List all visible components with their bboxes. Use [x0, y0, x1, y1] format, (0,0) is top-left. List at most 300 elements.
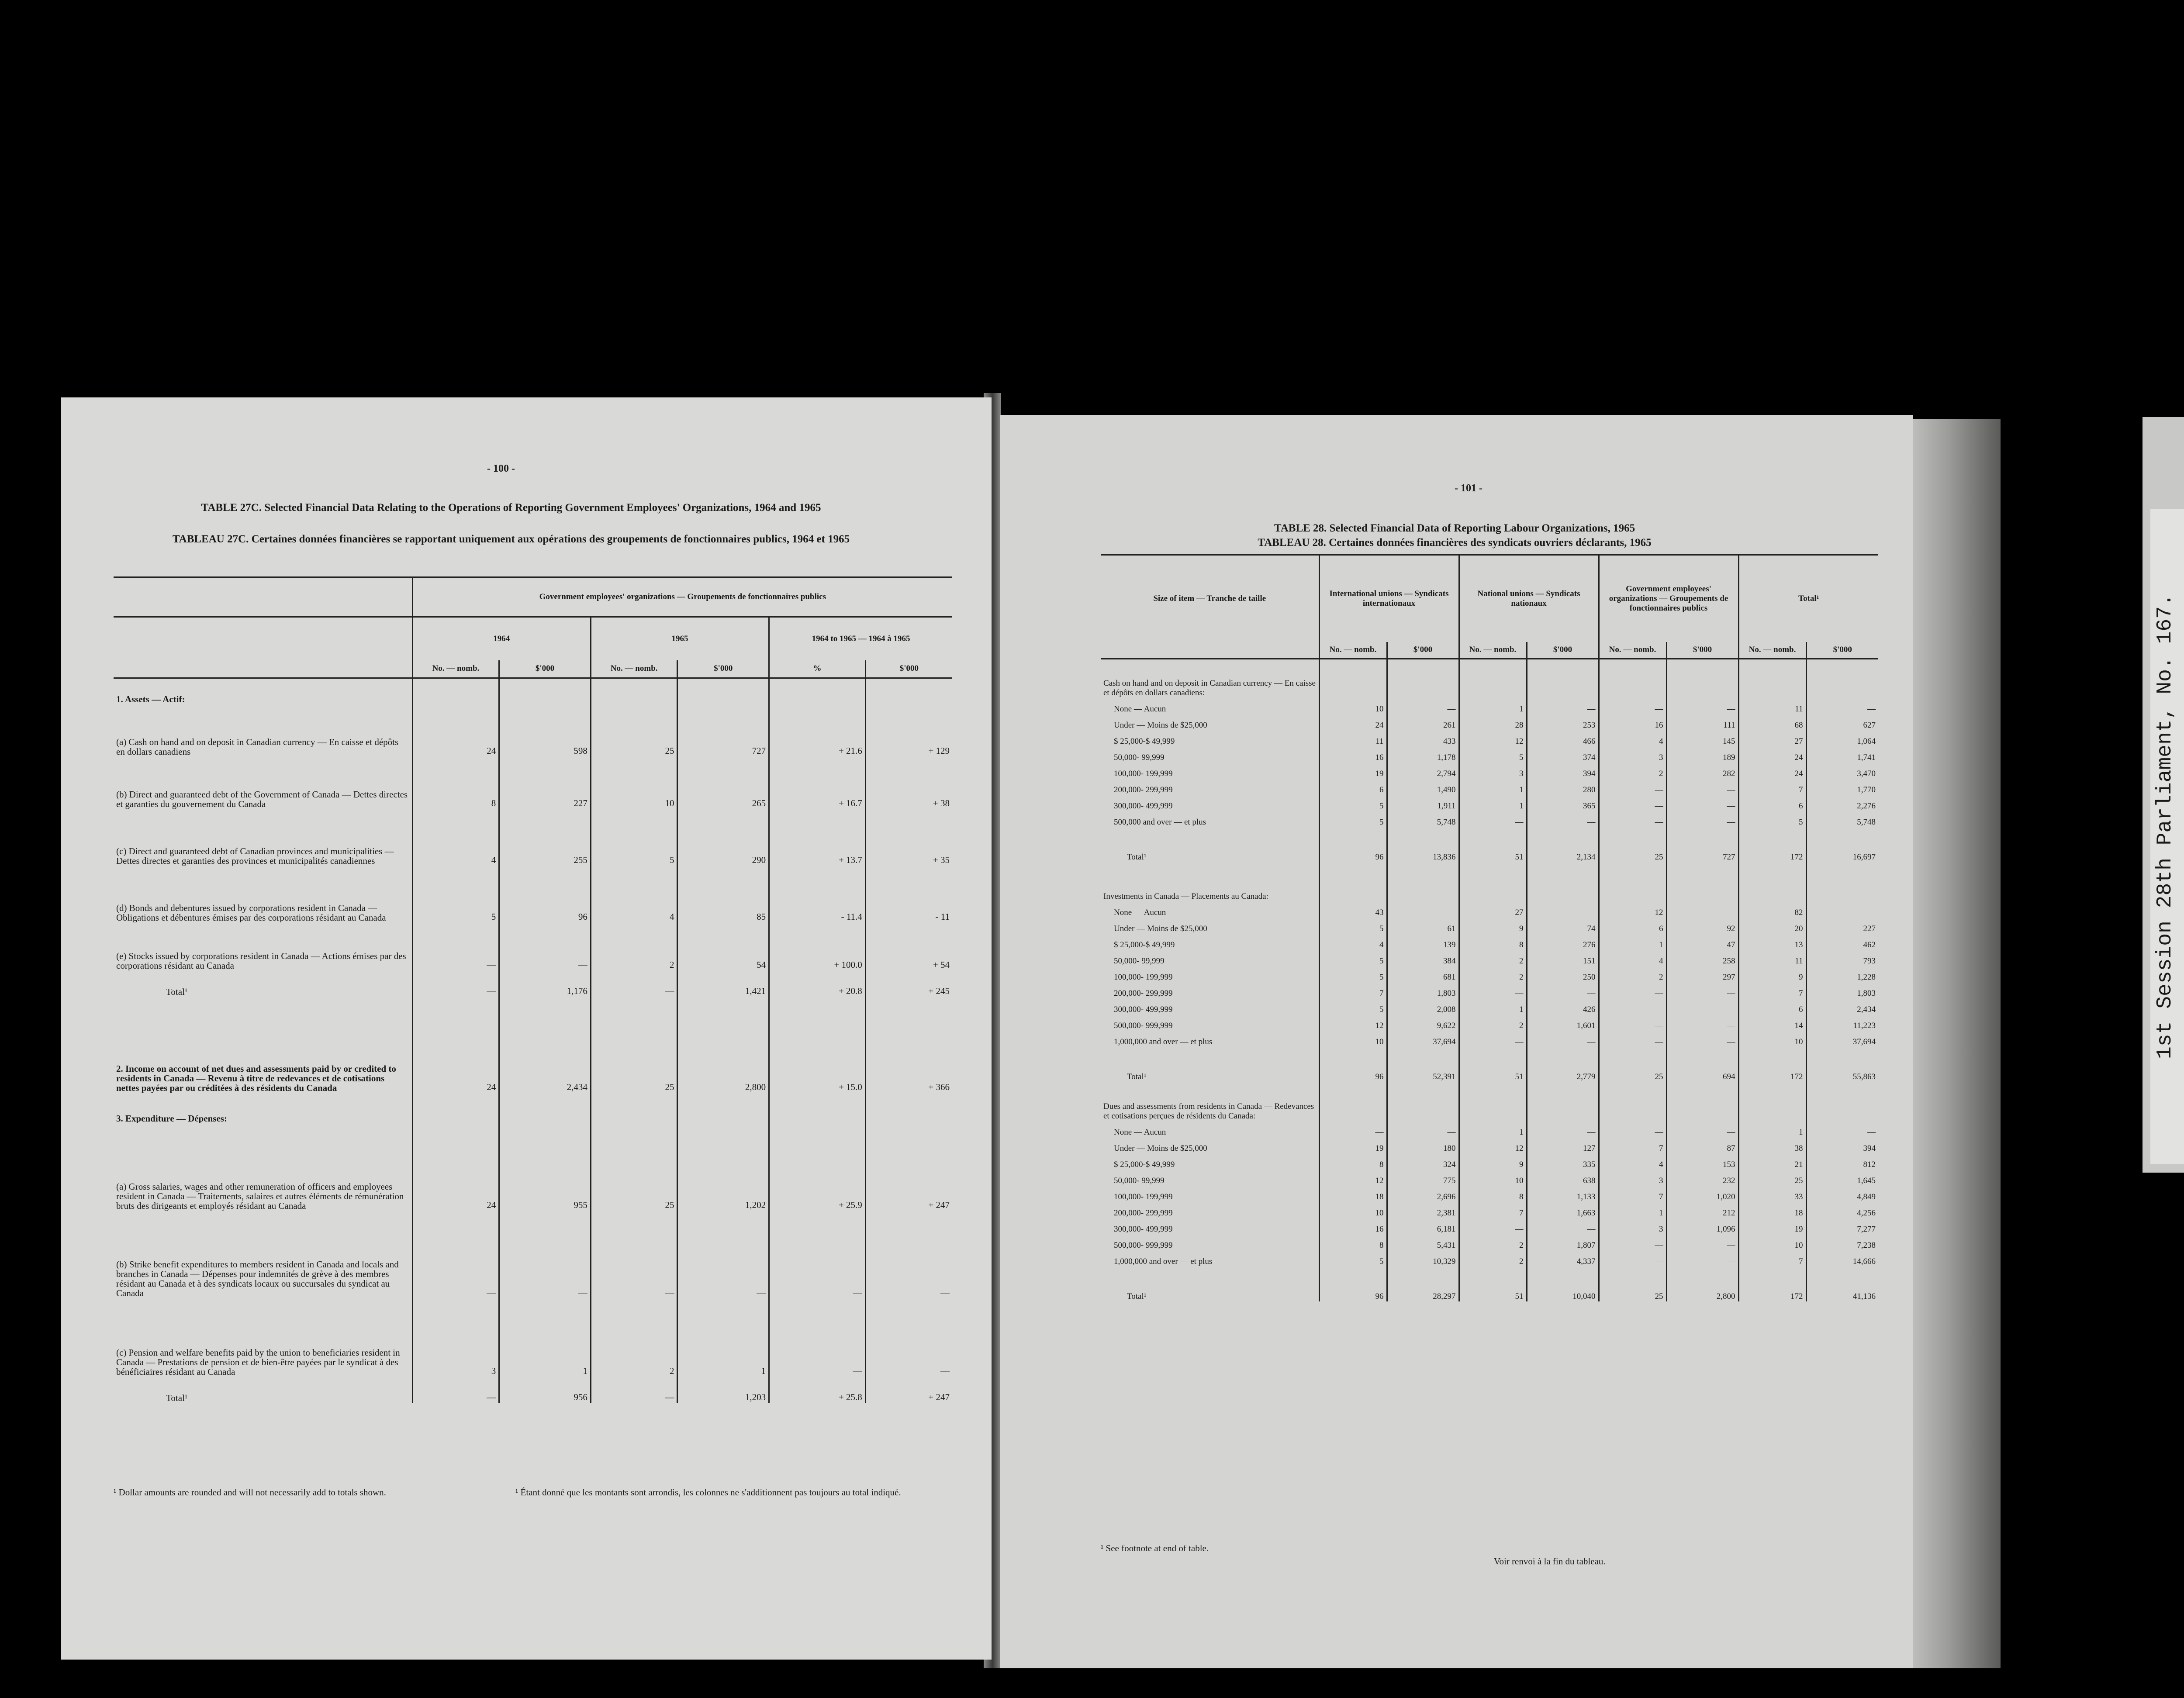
cell-value: 38 [1738, 1137, 1806, 1153]
cell-value: — [677, 1211, 769, 1298]
group-header: Government employees' organizations — Groupements de fonctionnaires publics [412, 577, 952, 617]
row-label: Under — Moins de $25,000 [1114, 721, 1207, 730]
empty-cell [1319, 1082, 1387, 1121]
cell-value: 11,223 [1806, 1015, 1878, 1031]
cell-value: 297 [1666, 966, 1738, 982]
cell-value: 82 [1738, 901, 1806, 918]
cell-value: 14 [1738, 1015, 1806, 1031]
cell-value: 1 [1459, 795, 1527, 811]
row-label: 1,000,000 and over — et plus [1114, 1257, 1213, 1266]
cell-value: — [412, 970, 499, 997]
table-row [1101, 1031, 1878, 1047]
cell-value: — [1806, 901, 1878, 918]
cell-value: 145 [1666, 730, 1738, 746]
cell-value: 638 [1527, 1170, 1599, 1186]
cell-value: — [1666, 1234, 1738, 1250]
unit-header: No. — nomb. [1319, 642, 1387, 659]
cell-value: 4,849 [1806, 1186, 1878, 1202]
cell-value: 87 [1666, 1137, 1738, 1153]
cell-value: 51 [1459, 827, 1527, 862]
cell-value: — [1319, 1121, 1387, 1137]
cell-value: 85 [677, 866, 769, 922]
cell-value: 180 [1387, 1137, 1459, 1153]
cell-value: — [1599, 998, 1666, 1015]
cell-value: 290 [677, 809, 769, 866]
table-row [1101, 1121, 1878, 1137]
cell-value: — [1666, 1015, 1738, 1031]
cell-value: 255 [499, 809, 591, 866]
cell-value: 2,696 [1387, 1186, 1459, 1202]
table-title-fr: TABLEAU 28. Certaines données financières des syndicats ouvriers déclarants, 1965 [1258, 537, 1652, 549]
table-row [1101, 966, 1878, 982]
cell-value: 1,741 [1806, 746, 1878, 763]
section-row [1101, 862, 1878, 901]
cell-value: 2,794 [1387, 763, 1459, 779]
empty-cell [1459, 659, 1527, 698]
year-1965-header: 1965 [591, 617, 769, 660]
cell-value: 24 [1738, 746, 1806, 763]
cell-value: 4,337 [1527, 1250, 1599, 1267]
cell-value: 16 [1599, 714, 1666, 730]
cell-value: 2,434 [499, 997, 591, 1093]
cell-value: 5 [1319, 998, 1387, 1015]
right-page [1000, 415, 1913, 1668]
row-label: 500,000 and over — et plus [1114, 818, 1206, 827]
unit-header: No. — nomb. [1738, 642, 1806, 659]
cell-value: 227 [499, 756, 591, 809]
row-label: 100,000- 199,999 [1114, 973, 1173, 982]
cell-value: 41,136 [1806, 1267, 1878, 1301]
table-row [1101, 1170, 1878, 1186]
section-heading: Investments in Canada — Placements au Canada: [1103, 892, 1268, 901]
cell-value: + 16.7 [769, 756, 866, 809]
page-number: - 101 - [1455, 483, 1482, 494]
cell-value: — [1806, 1121, 1878, 1137]
row-label: 3. Expenditure — Dépenses: [116, 1113, 227, 1123]
cell-value: 27 [1459, 901, 1527, 918]
cell-value: — [1599, 1250, 1666, 1267]
unit-header: $'000 [677, 660, 769, 678]
cell-value: 694 [1666, 1047, 1738, 1082]
cell-value: 426 [1527, 998, 1599, 1015]
cell-value: 265 [677, 756, 769, 809]
cell-value: 2 [1459, 966, 1527, 982]
cell-value: 232 [1666, 1170, 1738, 1186]
cell-value: 5,748 [1387, 811, 1459, 827]
cell-value: — [1666, 901, 1738, 918]
row-label: $ 25,000-$ 49,999 [1114, 737, 1175, 746]
cell-value: 1,663 [1527, 1202, 1599, 1218]
cell-value: 1,803 [1387, 982, 1459, 998]
empty-cell [1599, 862, 1666, 901]
table-row [1101, 1267, 1878, 1301]
cell-value: 25 [1599, 1047, 1666, 1082]
cell-value: 2 [1459, 1234, 1527, 1250]
cell-value: 2,800 [677, 997, 769, 1093]
section-heading: Dues and assessments from residents in Canada — Redevances et cotisations perçues de résidents du Canada: [1103, 1102, 1314, 1121]
cell-value [412, 1093, 499, 1123]
table-title-fr: TABLEAU 27C. Certaines données financières se rapportant uniquement aux opérations des groupements de fonctionnaires publics, 1964 et 1965 [172, 533, 850, 545]
cell-value: 6 [1319, 779, 1387, 795]
cell-value: 12 [1459, 1137, 1527, 1153]
cell-value: — [1527, 811, 1599, 827]
cell-value [677, 1093, 769, 1123]
row-label: 300,000- 499,999 [1114, 1225, 1173, 1234]
cell-value: 54 [677, 922, 769, 970]
row-label: (b) Direct and guaranteed debt of the Government of Canada — Dettes directes et garanties du gouvernement du Canada [116, 789, 408, 809]
empty-cell [1319, 862, 1387, 901]
cell-value: 13,836 [1387, 827, 1459, 862]
row-label: 500,000- 999,999 [1114, 1021, 1173, 1030]
cell-value: — [1599, 1031, 1666, 1047]
cell-value: 96 [1319, 1047, 1387, 1082]
cell-value: 2 [1459, 1015, 1527, 1031]
unit-header: No. — nomb. [1459, 642, 1527, 659]
cell-value: 6 [1738, 795, 1806, 811]
empty-cell [1666, 659, 1738, 698]
cell-value: — [865, 1211, 952, 1298]
cell-value: 7 [1599, 1186, 1666, 1202]
cell-value: 10,040 [1527, 1267, 1599, 1301]
size-header: Size of item — Tranche de taille [1153, 594, 1266, 603]
cell-value: 1 [1599, 1202, 1666, 1218]
cell-value: 92 [1666, 918, 1738, 934]
cell-value: 24 [412, 704, 499, 756]
cell-value: 261 [1387, 714, 1459, 730]
cell-value [865, 678, 952, 704]
cell-value: — [1666, 982, 1738, 998]
cell-value: + 100.0 [769, 922, 866, 970]
unit-header: No. — nomb. [1599, 642, 1666, 659]
cell-value: — [1387, 698, 1459, 714]
cell-value: 24 [1319, 714, 1387, 730]
cell-value: 5 [1738, 811, 1806, 827]
table-row [1101, 763, 1878, 779]
cell-value: 2 [1599, 763, 1666, 779]
table-row [114, 1093, 952, 1123]
cell-value: 10 [1319, 698, 1387, 714]
unit-header: $'000 [499, 660, 591, 678]
table-title-en: TABLE 28. Selected Financial Data of Reporting Labour Organizations, 1965 [1274, 522, 1635, 534]
cell-value: 1 [1459, 998, 1527, 1015]
cell-value: 1,421 [677, 970, 769, 997]
table-row [1101, 714, 1878, 730]
financial-table-28 [1101, 554, 1878, 1301]
cell-value: 25 [1738, 1170, 1806, 1186]
cell-value: 3 [412, 1298, 499, 1377]
cell-value: 10 [1319, 1202, 1387, 1218]
cell-value: 25 [591, 704, 677, 756]
row-label: 200,000- 299,999 [1114, 1208, 1173, 1218]
cell-value: 1 [1459, 1121, 1527, 1137]
table-title-en: TABLE 27C. Selected Financial Data Relating to the Operations of Reporting Government Employees' Organizations, 1964 and 1965 [201, 502, 821, 514]
cell-value: — [1666, 698, 1738, 714]
row-label: 50,000- 99,999 [1114, 956, 1165, 966]
cell-value: 955 [499, 1123, 591, 1211]
cell-value: 280 [1527, 779, 1599, 795]
change-header: 1964 to 1965 — 1964 à 1965 [769, 617, 952, 660]
row-label: 500,000- 999,999 [1114, 1241, 1173, 1250]
row-label: 200,000- 299,999 [1114, 989, 1173, 998]
section-row [1101, 659, 1878, 698]
cell-value [412, 678, 499, 704]
cell-value: + 247 [865, 1377, 952, 1403]
table-row [1101, 982, 1878, 998]
cell-value: 4 [1599, 730, 1666, 746]
cell-value: 8 [1319, 1234, 1387, 1250]
cell-value: + 25.9 [769, 1123, 866, 1211]
cell-value: — [769, 1298, 866, 1377]
cell-value: 8 [1319, 1153, 1387, 1170]
cell-value: 7,238 [1806, 1234, 1878, 1250]
empty-cell [1666, 1082, 1738, 1121]
cell-value: 37,694 [1806, 1031, 1878, 1047]
cell-value: 1 [1738, 1121, 1806, 1137]
cell-value: 12 [1599, 901, 1666, 918]
cell-value: 8 [1459, 934, 1527, 950]
cell-value: — [1599, 779, 1666, 795]
cell-value: 727 [677, 704, 769, 756]
cell-value [677, 678, 769, 704]
cell-value: 4 [1599, 1153, 1666, 1170]
total-label: Total¹ [166, 1393, 188, 1403]
row-label: (a) Gross salaries, wages and other remuneration of officers and employees resident in Canada — Traitements, salaires et autres éléments de rémunération bruts des dirigeants et employés résidant au Canada [116, 1181, 404, 1211]
empty-cell [1527, 1082, 1599, 1121]
total-label: Total¹ [1127, 1292, 1147, 1301]
cell-value: 51 [1459, 1047, 1527, 1082]
cell-value: 127 [1527, 1137, 1599, 1153]
table-row [1101, 1137, 1878, 1153]
empty-cell [1387, 659, 1459, 698]
unit-header: % [769, 660, 866, 678]
row-label: (d) Bonds and debentures issued by corporations resident in Canada — Obligations et débentures émises par des corporations résidant au Canada [116, 903, 386, 922]
cell-value: 52,391 [1387, 1047, 1459, 1082]
cell-value: 28,297 [1387, 1267, 1459, 1301]
cell-value: 384 [1387, 950, 1459, 966]
row-label: (e) Stocks issued by corporations resident in Canada — Actions émises par des corporations résidant au Canada [116, 951, 406, 970]
row-label: (c) Direct and guaranteed debt of Canadian provinces and municipalities — Dettes directes et garanties des provinces et municipalités canadiennes [116, 846, 394, 866]
cell-value: 335 [1527, 1153, 1599, 1170]
cell-value: 139 [1387, 934, 1459, 950]
row-label: Under — Moins de $25,000 [1114, 1144, 1207, 1153]
table-row [114, 704, 952, 756]
unit-header: No. — nomb. [412, 660, 499, 678]
cell-value: 2,008 [1387, 998, 1459, 1015]
empty-cell [1738, 659, 1806, 698]
cell-value: — [1527, 982, 1599, 998]
unit-header: $'000 [1527, 642, 1599, 659]
cell-value: — [1527, 1031, 1599, 1047]
empty-cell [1738, 1082, 1806, 1121]
empty-cell [1738, 862, 1806, 901]
table-row [114, 1298, 952, 1377]
table-row [1101, 1015, 1878, 1031]
cell-value: 10 [1738, 1234, 1806, 1250]
col-group-header: International unions — Syndicats internationaux [1319, 555, 1459, 642]
total-label: Total¹ [1127, 1072, 1147, 1081]
cell-value: 74 [1527, 918, 1599, 934]
archive-tag [2143, 417, 2184, 1173]
cell-value: 462 [1806, 934, 1878, 950]
table-row [1101, 1202, 1878, 1218]
cell-value: 19 [1738, 1218, 1806, 1234]
cell-value: 172 [1738, 1267, 1806, 1301]
total-label: Total¹ [1127, 852, 1147, 862]
cell-value: — [1387, 1121, 1459, 1137]
cell-value: 7 [1599, 1137, 1666, 1153]
cell-value: 1 [1459, 698, 1527, 714]
cell-value: 2 [591, 922, 677, 970]
cell-value: 9 [1738, 966, 1806, 982]
total-label: Total¹ [166, 987, 188, 997]
cell-value: — [1599, 811, 1666, 827]
cell-value: 7 [1738, 982, 1806, 998]
cell-value: 7,277 [1806, 1218, 1878, 1234]
cell-value: 7 [1738, 1250, 1806, 1267]
empty-cell [1599, 1082, 1666, 1121]
cell-value: 12 [1319, 1015, 1387, 1031]
cell-value: 3 [1599, 1170, 1666, 1186]
cell-value: 151 [1527, 950, 1599, 966]
cell-value: — [1666, 795, 1738, 811]
table-row [1101, 901, 1878, 918]
cell-value: 1 [1459, 779, 1527, 795]
cell-value: 1,645 [1806, 1170, 1878, 1186]
cell-value: 111 [1666, 714, 1738, 730]
cell-value: — [412, 922, 499, 970]
cell-value: 11 [1319, 730, 1387, 746]
table-row [114, 1377, 952, 1403]
cell-value: 6,181 [1387, 1218, 1459, 1234]
cell-value: + 38 [865, 756, 952, 809]
cell-value: 276 [1527, 934, 1599, 950]
cell-value: 1,202 [677, 1123, 769, 1211]
cell-value [769, 678, 866, 704]
row-label: 2. Income on account of net dues and assessments paid by or credited to residents in Canada — Revenu à titre de redevances et de cotisations nettes payées par ou créditées à des résidents du Canada [116, 1063, 396, 1093]
table-row [114, 1123, 952, 1211]
cell-value [865, 1093, 952, 1123]
cell-value: 2,276 [1806, 795, 1878, 811]
cell-value: 37,694 [1387, 1031, 1459, 1047]
table-row [114, 678, 952, 704]
empty-cell [1459, 1082, 1527, 1121]
cell-value: — [1599, 982, 1666, 998]
cell-value: 51 [1459, 1267, 1527, 1301]
cell-value: + 15.0 [769, 997, 866, 1093]
cell-value [769, 1093, 866, 1123]
footnote-fr: ¹ Étant donné que les montants sont arrondis, les colonnes ne s'additionnent pas toujours au total indiqué. [515, 1487, 901, 1498]
cell-value: 1,228 [1806, 966, 1878, 982]
table-row [1101, 918, 1878, 934]
section-heading: Cash on hand and on deposit in Canadian currency — En caisse et dépôts en dollars canadiens: [1103, 679, 1316, 697]
cell-value: — [591, 970, 677, 997]
unit-header: $'000 [865, 660, 952, 678]
cell-value: 10 [1319, 1031, 1387, 1047]
cell-value: + 247 [865, 1123, 952, 1211]
cell-value: 68 [1738, 714, 1806, 730]
cell-value: 212 [1666, 1202, 1738, 1218]
cell-value: 19 [1319, 1137, 1387, 1153]
row-label: 200,000- 299,999 [1114, 785, 1173, 794]
cell-value: 9,622 [1387, 1015, 1459, 1031]
cell-value: — [1599, 1234, 1666, 1250]
cell-value: 10 [591, 756, 677, 809]
cell-value: 1 [1599, 934, 1666, 950]
footnote-fr: Voir renvoi à la fin du tableau. [1494, 1556, 1606, 1567]
col-group-header: Government employees' organizations — Groupements de fonctionnaires publics [1599, 555, 1738, 642]
cell-value: 12 [1459, 730, 1527, 746]
row-label: None — Aucun [1114, 1128, 1166, 1137]
cell-value: 25 [591, 997, 677, 1093]
cell-value: 775 [1387, 1170, 1459, 1186]
cell-value [499, 678, 591, 704]
cell-value: 25 [1599, 1267, 1666, 1301]
cell-value: — [591, 1211, 677, 1298]
row-label: 300,000- 499,999 [1114, 801, 1173, 811]
cell-value: 24 [412, 997, 499, 1093]
row-label: 1,000,000 and over — et plus [1114, 1037, 1213, 1046]
row-label: None — Aucun [1114, 704, 1166, 714]
table-row [114, 922, 952, 970]
table-row [114, 809, 952, 866]
cell-value: 1,601 [1527, 1015, 1599, 1031]
cell-value: 598 [499, 704, 591, 756]
cell-value: + 21.6 [769, 704, 866, 756]
cell-value: 55,863 [1806, 1047, 1878, 1082]
row-label: $ 25,000-$ 49,999 [1114, 1160, 1175, 1169]
cell-value: 1,911 [1387, 795, 1459, 811]
cell-value: — [1459, 811, 1527, 827]
cell-value: — [1666, 1121, 1738, 1137]
cell-value: 18 [1319, 1186, 1387, 1202]
table-row [114, 756, 952, 809]
cell-value: 33 [1738, 1186, 1806, 1202]
cell-value: 5 [1459, 746, 1527, 763]
table-row [114, 970, 952, 997]
cell-value: — [1599, 698, 1666, 714]
cell-value: 1,178 [1387, 746, 1459, 763]
cell-value: 11 [1738, 950, 1806, 966]
table-row [1101, 1186, 1878, 1202]
empty-cell [1806, 659, 1878, 698]
cell-value: — [1527, 901, 1599, 918]
cell-value: 282 [1666, 763, 1738, 779]
cell-value: 6 [1599, 918, 1666, 934]
session-label: 1st Session 28th Parliament, No. 167. [2153, 594, 2177, 1059]
cell-value: 27 [1738, 730, 1806, 746]
cell-value: — [412, 1377, 499, 1403]
row-label: 50,000- 99,999 [1114, 753, 1165, 762]
empty-cell [1319, 659, 1387, 698]
cell-value: — [499, 1211, 591, 1298]
cell-value: 7 [1738, 779, 1806, 795]
cell-value: 227 [1806, 918, 1878, 934]
cell-value: 16 [1319, 1218, 1387, 1234]
table-row [1101, 779, 1878, 795]
cell-value: 5 [1319, 1250, 1387, 1267]
footnote-en: ¹ See footnote at end of table. [1101, 1543, 1209, 1553]
cell-value: 96 [1319, 1267, 1387, 1301]
cell-value: 5,431 [1387, 1234, 1459, 1250]
cell-value: + 129 [865, 704, 952, 756]
cell-value: 9 [1459, 1153, 1527, 1170]
cell-value: — [769, 1211, 866, 1298]
cell-value: 10,329 [1387, 1250, 1459, 1267]
cell-value: 4,256 [1806, 1202, 1878, 1218]
page-number: - 100 - [487, 463, 515, 474]
cell-value: — [499, 922, 591, 970]
table-row [1101, 827, 1878, 862]
